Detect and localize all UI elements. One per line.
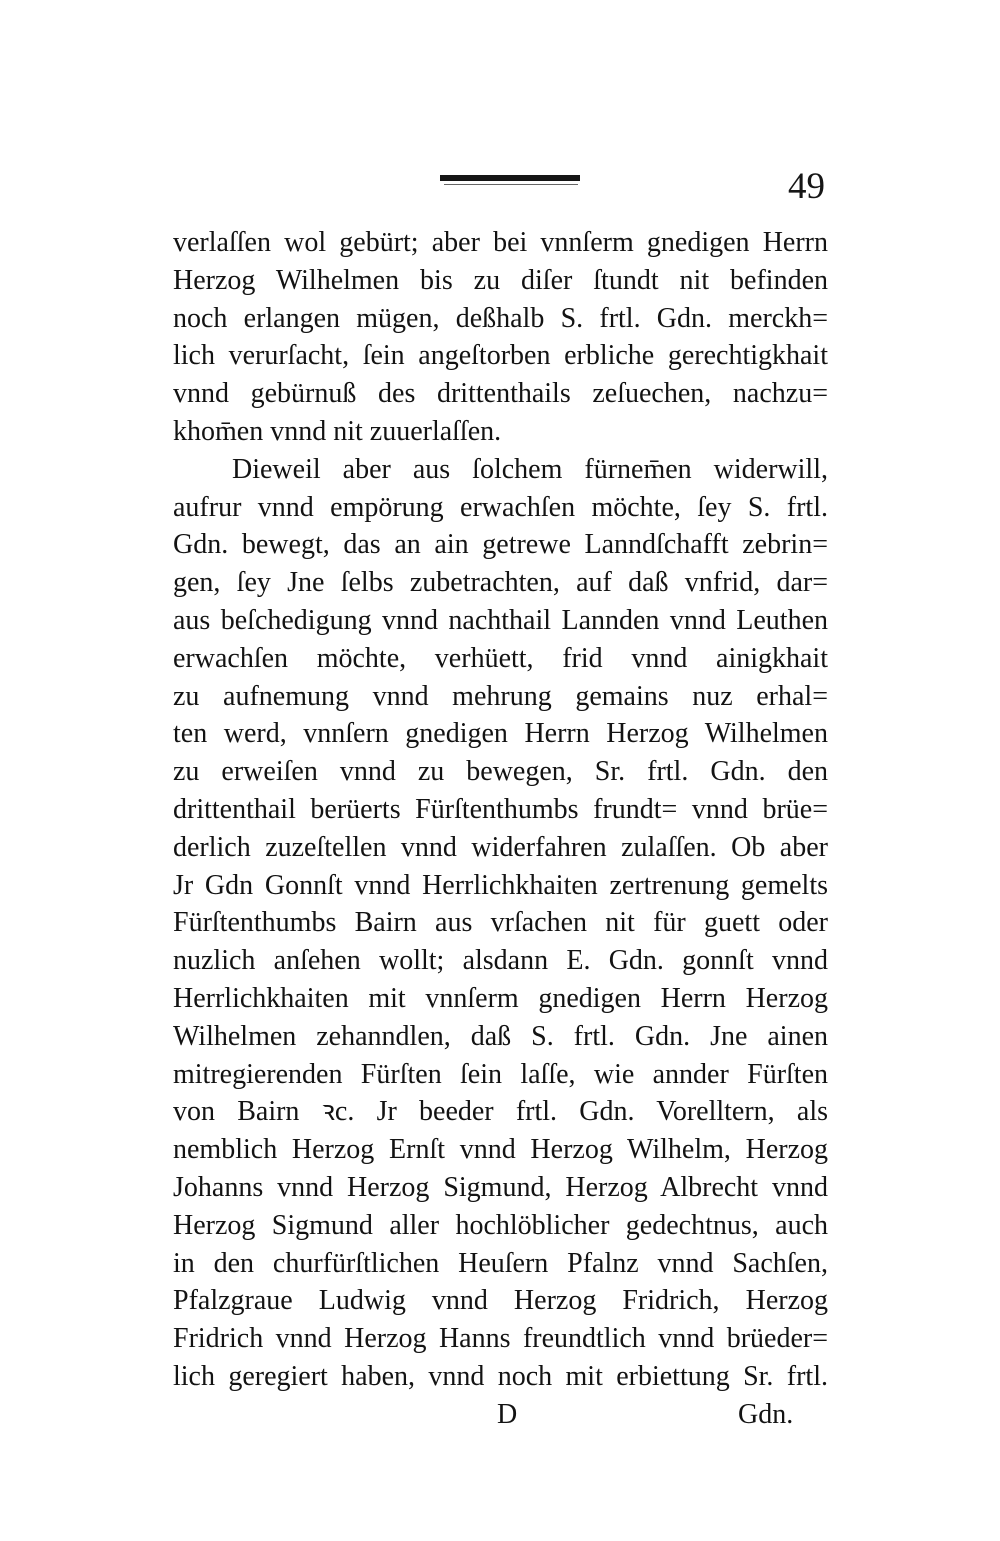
header-rule bbox=[440, 175, 580, 181]
text-line: lich verurſacht, ſein angeſtorben erbliche gerechtigkhait bbox=[173, 340, 828, 372]
text-line: drittenthail berüerts Fürſtenthumbs frundt= vnnd brüe= bbox=[173, 793, 828, 825]
text-line: aufrur vnnd empörung erwachſen möchte, ſey S. frtl. bbox=[173, 491, 828, 523]
text-line: derlich zuzeſtellen vnnd widerfahren zulaſſen. Ob aber bbox=[173, 831, 828, 863]
paragraph-1 bbox=[173, 224, 828, 451]
body-text bbox=[173, 224, 828, 1434]
text-line: Fridrich vnnd Herzog Hanns freundtlich vnnd brüeder= bbox=[173, 1323, 828, 1355]
text-line: Herzog Sigmund aller hochlöblicher gedechtnus, auch bbox=[173, 1209, 828, 1241]
text-line: Herrlichkhaiten mit vnnſerm gnedigen Herrn Herzog bbox=[173, 982, 828, 1014]
text-line: zu aufnemung vnnd mehrung gemains nuz erhal= bbox=[173, 680, 828, 712]
text-line: khom̄en vnnd nit zuuerlaſſen. bbox=[173, 415, 502, 447]
text-line: Johanns vnnd Herzog Sigmund, Herzog Albrecht vnnd bbox=[173, 1171, 828, 1203]
text-line: von Bairn ꝛc. Jr beeder frtl. Gdn. Vorelltern, als bbox=[173, 1096, 828, 1128]
text-line: ten werd, vnnſern gnedigen Herrn Herzog Wilhelmen bbox=[173, 718, 828, 750]
text-line: verlaſſen wol gebürt; aber bei vnnſerm gnedigen Herrn bbox=[173, 227, 828, 258]
text-line: vnnd gebürnuß des drittenthails zeſuechen, nachzu= bbox=[173, 378, 828, 410]
text-line: nuzlich anſehen wollt; alsdann E. Gdn. gonnſt vnnd bbox=[173, 945, 828, 977]
text-line: nemblich Herzog Ernſt vnnd Herzog Wilhelm, Herzog bbox=[173, 1134, 828, 1166]
text-line: Herzog Wilhelmen bis zu diſer ſtundt nit befinden bbox=[173, 264, 828, 296]
text-line: Pfalzgraue Ludwig vnnd Herzog Fridrich, Herzog bbox=[173, 1285, 828, 1317]
text-line: in den churfürſtlichen Heuſern Pfalnz vnnd Sachſen, bbox=[173, 1247, 828, 1279]
text-line: Jr Gdn Gonnſt vnnd Herrlichkhaiten zertrenung gemelts bbox=[173, 869, 828, 901]
text-line: Dieweil aber aus ſolchem fürnem̄en widerwill, bbox=[232, 453, 828, 485]
catchword: Gdn. bbox=[738, 1398, 794, 1430]
page-number: 49 bbox=[788, 166, 825, 207]
paragraph-2 bbox=[173, 451, 828, 1396]
signature-mark: D bbox=[497, 1398, 518, 1430]
text-line: Fürſtenthumbs Bairn aus vrſachen nit für guett oder bbox=[173, 907, 828, 939]
text-line: mitregierenden Fürſten ſein laſſe, wie annder Fürſten bbox=[173, 1058, 828, 1090]
text-line: Gdn. bewegt, das an ain getrewe Lanndſchafft zebrin= bbox=[173, 529, 828, 561]
catchword-line bbox=[173, 1396, 828, 1434]
text-line: noch erlangen mügen, deßhalb S. frtl. Gdn. merckh= bbox=[173, 302, 828, 334]
text-line: erwachſen möchte, verhüett, frid vnnd ainigkhait bbox=[173, 642, 828, 674]
text-line: aus beſchedigung vnnd nachthail Lannden vnnd Leuthen bbox=[173, 604, 828, 636]
text-line: lich geregiert haben, vnnd noch mit erbiettung Sr. frtl. bbox=[173, 1360, 828, 1392]
text-line: zu erweiſen vnnd zu bewegen, Sr. frtl. Gdn. den bbox=[173, 756, 828, 788]
text-line: Wilhelmen zehanndlen, daß S. frtl. Gdn. Jne ainen bbox=[173, 1020, 828, 1052]
text-line: gen, ſey Jne ſelbs zubetrachten, auf daß vnfrid, dar= bbox=[173, 567, 828, 599]
